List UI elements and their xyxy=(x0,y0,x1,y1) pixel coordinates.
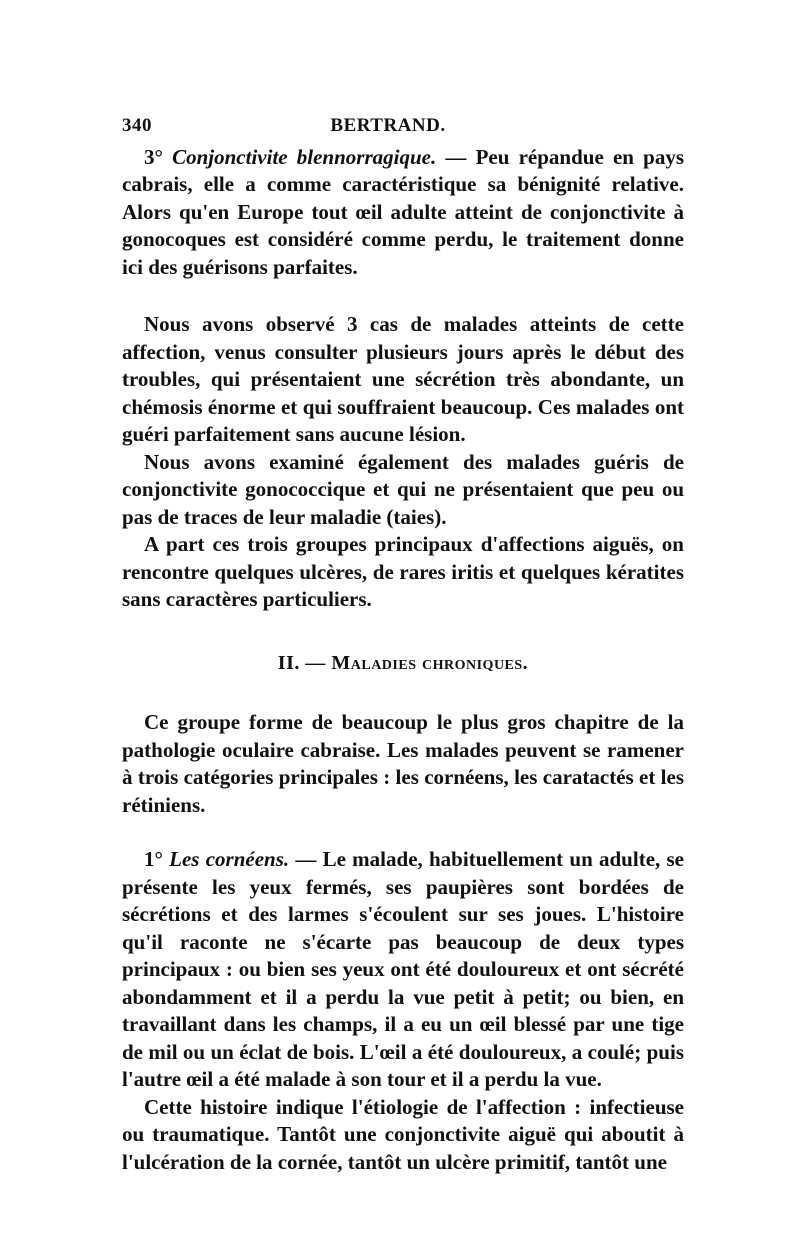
section-title: Les cornéens. xyxy=(169,847,290,871)
paragraph-intro-chronic: Ce groupe forme de beaucoup le plus gros chapitre de la pathologie oculaire cabraise. Les malades peuvent se ramener à trois catégories principales : les cornéens, les caratactés et les rétiniens. xyxy=(122,710,684,817)
paragraph-observations: Nous avons observé 3 cas de malades atteints de cette affection, venus consulter plusieurs jours après le début des troubles, qui présentaient une sécrétion très abondante, un chémosis énorme et qui souffraient beaucoup. Ces malades ont guéri parfaitement sans aucune lésion. xyxy=(122,312,684,446)
paragraph-etiology: Cette histoire indique l'étiologie de l'affection : infectieuse ou traumatique. Tantôt une conjonctivite aiguë qui aboutit à l'ulcération de la cornée, tantôt un ulcère primitif, tantôt une xyxy=(122,1094,684,1174)
page-number: 340 xyxy=(122,115,152,136)
section-number: 3° xyxy=(144,144,163,169)
chapter-numeral: II. xyxy=(277,651,300,674)
running-title: BERTRAND. xyxy=(330,115,446,136)
running-head xyxy=(122,112,684,140)
section-number: 1° xyxy=(144,847,163,871)
paragraph-text: — Le malade, habituellement un adulte, se présente les yeux fermés, ses paupières sont bordées de sécrétions et des larmes s'écoulent sur ses joues. L'histoire qu'il raconte ne s'écarte pas beaucoup de deux types principaux : ou bien ses yeux ont été douloureux et ont sécrété abondamment et il a perdu la vue petit à petit; ou bien, en travaillant dans les champs, il a eu un œil blessé par une tige de mil ou un éclat de bois. L'œil a été douloureux, a coulé; puis l'autre œil a été malade à son tour et il a perdu la vue. xyxy=(122,847,684,1091)
paragraph-corneens xyxy=(122,846,684,1094)
chapter-title: Maladies chroniques. xyxy=(331,651,529,674)
chapter-heading xyxy=(122,650,684,678)
paragraph-text: — Peu répandue en pays cabrais, elle a comme caractéristique sa bénignité relative. Alors qu'en Europe tout œil adulte atteint de conjonctivite à gonocoques est considéré comme perdu, le traitement donne ici des guérisons parfaites. xyxy=(122,144,685,279)
chapter-dash: — xyxy=(299,651,332,674)
paragraph-other-affections: A part ces trois groupes principaux d'affections aiguës, on rencontre quelques ulcères, de rares iritis et quelques kératites sans caractères particuliers. xyxy=(122,532,684,611)
paragraph-examined: Nous avons examiné également des malades guéris de conjonctivite gonococcique et qui ne présentaient que peu ou pas de traces de leur maladie (taies). xyxy=(122,449,684,529)
section-title: Conjonctivite blennorragique. xyxy=(172,144,437,169)
page xyxy=(122,112,684,1176)
paragraph-conjonctivite-blennorragique xyxy=(122,144,684,282)
